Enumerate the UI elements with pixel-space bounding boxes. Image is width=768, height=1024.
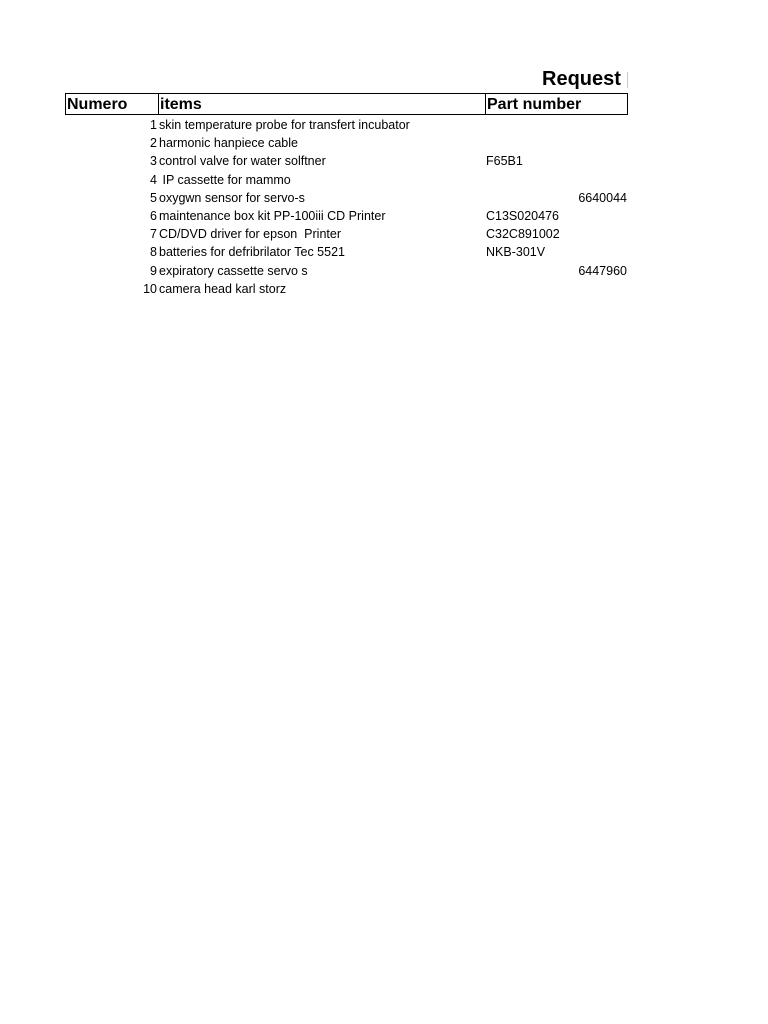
row-item: control valve for water solftner — [159, 154, 326, 169]
row-item: harmonic hanpiece cable — [159, 136, 298, 151]
row-part-number: 6640044 — [578, 190, 627, 205]
title-clip-edge — [627, 72, 628, 88]
row-number: 8 — [150, 245, 157, 260]
row-item: oxygwn sensor for servo-s — [159, 190, 305, 205]
row-number: 4 — [150, 172, 157, 187]
table-body — [65, 116, 628, 298]
row-number: 1 — [150, 118, 157, 132]
row-number: 2 — [150, 136, 157, 151]
row-number: 5 — [150, 190, 157, 205]
table-row — [65, 134, 628, 152]
row-item: skin temperature probe for transfert incubator — [159, 118, 410, 132]
row-item: camera head karl storz — [159, 281, 287, 296]
table-row — [65, 171, 628, 189]
row-number: 10 — [143, 281, 157, 296]
row-item: IP cassette for mammo — [159, 172, 291, 187]
row-part-number: C13S020476 — [486, 208, 559, 223]
header-part-number: Part number — [485, 94, 629, 114]
table-row — [65, 116, 628, 134]
table-row — [65, 262, 628, 280]
table-row — [65, 280, 628, 298]
row-part-number: F65B1 — [486, 154, 523, 169]
row-number: 9 — [150, 263, 157, 278]
row-item: CD/DVD driver for epson Printer — [159, 227, 342, 242]
row-item: expiratory cassette servo s — [159, 263, 308, 278]
table-header — [65, 93, 628, 115]
row-part-number: 6447960 — [578, 263, 627, 278]
page-title: Request — [542, 68, 621, 90]
row-number: 7 — [150, 227, 157, 242]
table-row — [65, 207, 628, 225]
row-part-number: C32C891002 — [486, 227, 560, 242]
header-numero: Numero — [67, 96, 128, 113]
table-row — [65, 152, 628, 170]
page-edge-cover — [629, 60, 768, 100]
table-row — [65, 189, 628, 207]
header-items: items — [158, 94, 487, 114]
row-part-number: NKB-301V — [486, 245, 546, 260]
row-number: 6 — [150, 208, 157, 223]
table-row — [65, 225, 628, 243]
table-row — [65, 243, 628, 261]
row-number: 3 — [150, 154, 157, 169]
row-item: maintenance box kit PP-100iii CD Printer — [159, 208, 386, 223]
row-item: batteries for defribrilator Tec 5521 — [159, 245, 345, 260]
